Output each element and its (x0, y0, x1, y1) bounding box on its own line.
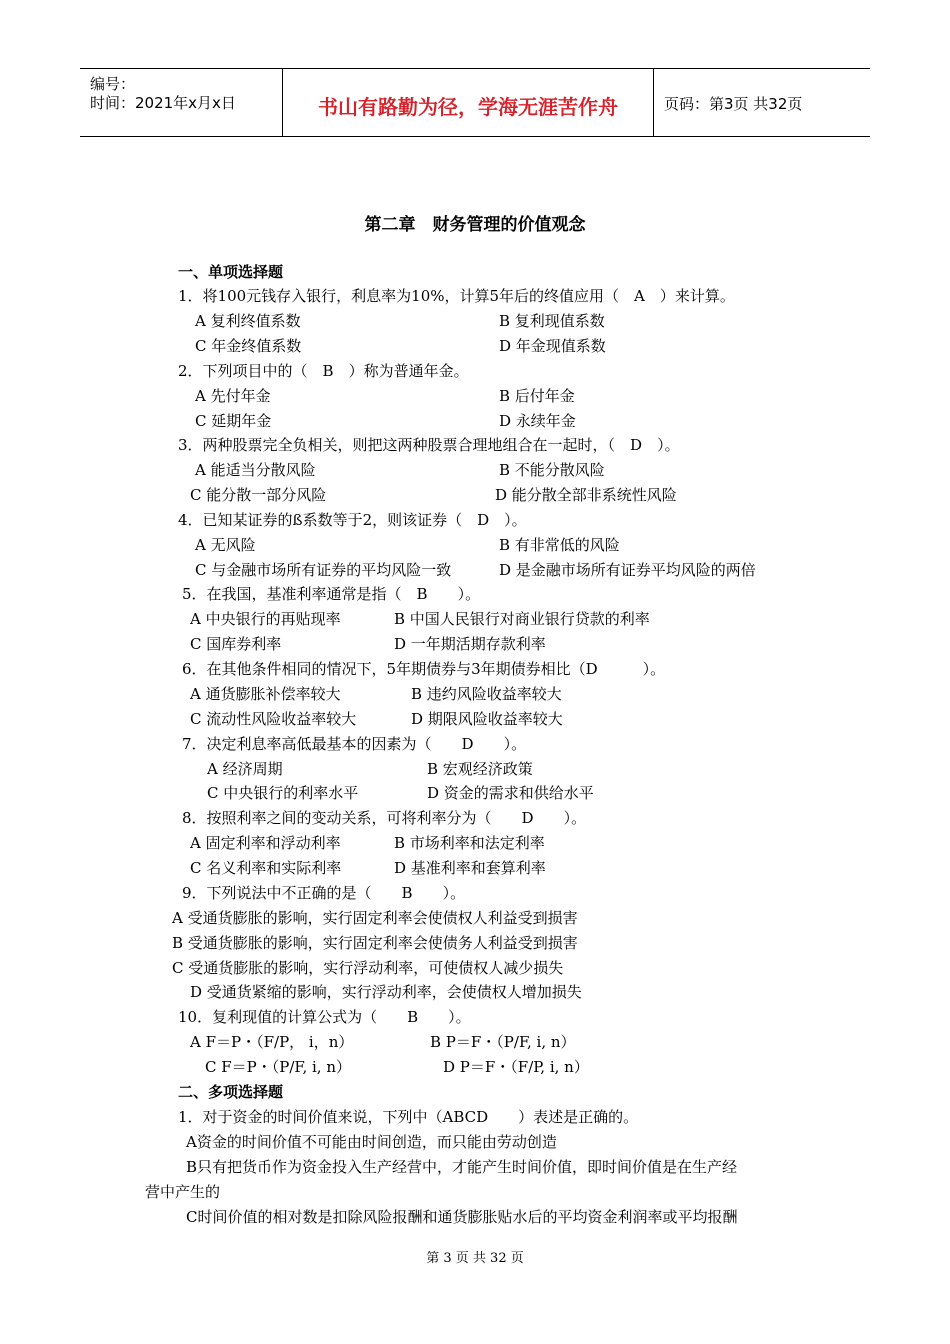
header-motto-cell (283, 69, 654, 136)
section-heading: 一、单项选择题 (178, 263, 284, 281)
text-line: C 国库券利率 (190, 635, 282, 653)
text-line: 9．下列说法中不正确的是（ B ）。 (182, 884, 466, 902)
text-line: C 受通货膨胀的影响，实行浮动利率，可使债权人减少损失 (172, 959, 564, 977)
chapter-title: 第二章 财务管理的价值观念 (364, 215, 586, 235)
text-line: D 能分散全部非系统性风险 (495, 486, 677, 504)
text-line: B P＝F・（P/F, i, n） (430, 1033, 576, 1051)
text-line: 营中产生的 (145, 1183, 221, 1201)
text-line: 10．复利现值的计算公式为（ B ）。 (178, 1008, 471, 1026)
text-line: C F＝P・（P/F, i, n） (205, 1058, 351, 1076)
text-line: B 市场利率和法定利率 (394, 834, 545, 852)
text-line: C 能分散一部分风险 (190, 486, 327, 504)
text-line: D 期限风险收益率较大 (411, 710, 563, 728)
text-line: D 是金融市场所有证券平均风险的两倍 (499, 561, 756, 579)
text-line: D 永续年金 (499, 412, 576, 430)
text-line: D 基准利率和套算利率 (394, 859, 546, 877)
text-line: C 流动性风险收益率较大 (190, 710, 357, 728)
text-line: 1．将100元钱存入银行，利息率为10%，计算5年后的终值应用（ A ）来计算。 (178, 287, 735, 305)
page-info: 页码：第3页 共32页 (664, 95, 803, 113)
text-line: B 复利现值系数 (499, 312, 605, 330)
serial-label: 编号： (90, 75, 136, 93)
text-line: 4．已知某证券的ß系数等于2，则该证券（ D ）。 (178, 511, 527, 529)
text-line: C时间价值的相对数是扣除风险报酬和通货膨胀贴水后的平均资金利润率或平均报酬 (186, 1208, 738, 1226)
motto: 书山有路勤为径，学海无涯苦作舟 (318, 95, 618, 119)
text-line: D 年金现值系数 (499, 337, 606, 355)
text-line: B 不能分散风险 (499, 461, 605, 479)
section-heading: 二、多项选择题 (178, 1083, 284, 1101)
text-line: A 无风险 (195, 536, 256, 554)
text-line: A资金的时间价值不可能由时间创造，而只能由劳动创造 (186, 1133, 557, 1151)
page-footer: 第 3 页 共 32 页 (426, 1251, 524, 1266)
page-header (80, 68, 870, 137)
text-line: A 先付年金 (195, 387, 271, 405)
text-line: C 延期年金 (195, 412, 272, 430)
text-line: A 中央银行的再贴现率 (190, 610, 341, 628)
text-line: 7．决定利息率高低最基本的因素为（ D ）。 (182, 735, 527, 753)
text-line: C 名义利率和实际利率 (190, 859, 342, 877)
text-line: C 年金终值系数 (195, 337, 302, 355)
text-line: D 一年期活期存款利率 (394, 635, 546, 653)
text-line: 3．两种股票完全负相关，则把这两种股票合理地组合在一起时，（ D ）。 (178, 436, 680, 454)
text-line: B 违约风险收益率较大 (411, 685, 562, 703)
header-info-cell (80, 69, 283, 136)
text-line: A 固定利率和浮动利率 (190, 834, 341, 852)
text-line: A 受通货膨胀的影响，实行固定利率会使债权人利益受到损害 (172, 909, 578, 927)
text-line: D P＝F・（F/P, i, n） (443, 1058, 589, 1076)
text-line: A 通货膨胀补偿率较大 (190, 685, 341, 703)
text-line: A 复利终值系数 (195, 312, 301, 330)
text-line: A F＝P・（F/P， i，n） (190, 1033, 354, 1051)
text-line: B 宏观经济政策 (427, 760, 533, 778)
text-line: D 资金的需求和供给水平 (427, 784, 594, 802)
text-line: B 后付年金 (499, 387, 575, 405)
text-line: C 与金融市场所有证券的平均风险一致 (195, 561, 452, 579)
time-label: 时间：2021年x月x日 (90, 94, 236, 112)
text-line: B 受通货膨胀的影响，实行固定利率会使债务人利益受到损害 (172, 934, 578, 952)
text-line: D 受通货紧缩的影响，实行浮动利率，会使债权人增加损失 (190, 983, 582, 1001)
text-line: C 中央银行的利率水平 (207, 784, 359, 802)
header-page-cell (654, 69, 870, 136)
text-line: 6．在其他条件相同的情况下，5年期债券与3年期债券相比（D ）。 (182, 660, 666, 678)
text-line: B 有非常低的风险 (499, 536, 620, 554)
text-line: 5．在我国，基准利率通常是指（ B ）。 (182, 585, 481, 603)
text-line: 2．下列项目中的（ B ）称为普通年金。 (178, 362, 469, 380)
text-line: 1．对于资金的时间价值来说，下列中（ABCD ）表述是正确的。 (178, 1108, 639, 1126)
text-line: A 能适当分散风险 (195, 461, 316, 479)
text-line: B 中国人民银行对商业银行贷款的利率 (394, 610, 650, 628)
text-line: B只有把货币作为资金投入生产经营中，才能产生时间价值，即时间价值是在生产经 (186, 1158, 738, 1176)
text-line: A 经济周期 (207, 760, 283, 778)
text-line: 8．按照利率之间的变动关系，可将利率分为（ D ）。 (182, 809, 587, 827)
